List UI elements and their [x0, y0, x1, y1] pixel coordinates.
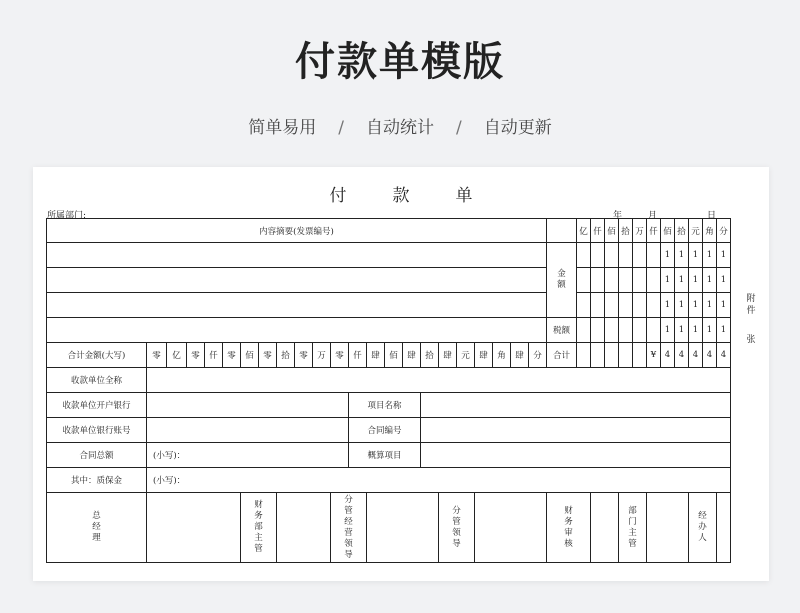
amount-label-text: 金额 — [557, 269, 566, 290]
signature-division-leader — [439, 493, 475, 563]
page-subtitle — [0, 113, 800, 138]
payment-form-sheet — [33, 167, 769, 581]
signature-space[interactable] — [277, 493, 331, 563]
digit-cell[interactable]: 1 — [703, 318, 717, 343]
total-digit-cell: 4 — [675, 343, 689, 368]
digit-cell[interactable]: 1 — [675, 318, 689, 343]
digit-cell[interactable] — [577, 268, 591, 293]
contract-no-label: 合同编号 — [349, 418, 421, 443]
digit-cell[interactable]: 1 — [717, 318, 731, 343]
digit-cell[interactable]: 1 — [661, 293, 675, 318]
total-upper-cell: 零 — [223, 343, 241, 368]
digit-cell[interactable]: 1 — [703, 243, 717, 268]
signature-space[interactable] — [475, 493, 547, 563]
total-upper-cell: 亿 — [167, 343, 187, 368]
signature-space[interactable] — [147, 493, 241, 563]
total-digit-cell — [591, 343, 605, 368]
signature-finance-head-text: 财务部主管 — [254, 500, 263, 554]
total-upper-cell: 肆 — [511, 343, 529, 368]
total-upper-cell: 仟 — [205, 343, 223, 368]
digit-cell[interactable] — [577, 293, 591, 318]
digit-cell[interactable] — [633, 293, 647, 318]
total-digit-cell — [605, 343, 619, 368]
digit-cell[interactable] — [633, 243, 647, 268]
digit-cell[interactable] — [591, 318, 605, 343]
total-upper-cell: 肆 — [403, 343, 421, 368]
digit-cell[interactable] — [591, 293, 605, 318]
digit-cell[interactable]: 1 — [675, 243, 689, 268]
unit-header: 仟 — [591, 219, 605, 243]
signature-business-leader-text: 分管经营领导 — [344, 494, 353, 560]
signature-dept-head-text: 部门主管 — [628, 505, 637, 549]
digit-cell[interactable] — [633, 318, 647, 343]
signature-space[interactable] — [647, 493, 689, 563]
total-upper-cell: 拾 — [277, 343, 295, 368]
digit-cell[interactable]: 1 — [689, 268, 703, 293]
unit-header: 分 — [717, 219, 731, 243]
digit-cell[interactable]: 1 — [717, 268, 731, 293]
digit-cell[interactable] — [591, 243, 605, 268]
contract-total-label: 合同总额 — [47, 443, 147, 468]
summary-input[interactable] — [47, 268, 547, 293]
total-digit-cell — [577, 343, 591, 368]
total-upper-cell: 肆 — [367, 343, 385, 368]
signature-space[interactable] — [717, 493, 731, 563]
digit-cell[interactable] — [591, 268, 605, 293]
total-digit-cell — [633, 343, 647, 368]
budget-item-input[interactable] — [421, 443, 731, 468]
total-upper-cell: 零 — [147, 343, 167, 368]
signature-handler — [689, 493, 717, 563]
subtitle-separator: / — [338, 118, 344, 138]
signature-general-manager — [47, 493, 147, 563]
subtitle-item: 自动统计 — [366, 118, 434, 138]
digit-cell[interactable]: 1 — [703, 268, 717, 293]
total-digit-cell: 4 — [703, 343, 717, 368]
unit-header: 仟 — [647, 219, 661, 243]
total-digit-cell: 4 — [717, 343, 731, 368]
total-digit-cell: 4 — [661, 343, 675, 368]
tax-label: 税额 — [547, 318, 577, 343]
total-upper-cell: 佰 — [385, 343, 403, 368]
signature-finance-head — [241, 493, 277, 563]
total-upper-cell: 肆 — [439, 343, 457, 368]
total-upper-cell: 零 — [259, 343, 277, 368]
summary-input[interactable] — [47, 293, 547, 318]
attachment-label: 附件 — [746, 294, 756, 316]
label-column-blank — [547, 219, 577, 243]
signature-dept-head — [619, 493, 647, 563]
page-title: 付款单模版 — [295, 39, 505, 85]
total-digit-cell: 4 — [689, 343, 703, 368]
digit-cell[interactable] — [605, 293, 619, 318]
total-upper-cell: 零 — [331, 343, 349, 368]
signature-finance-review — [547, 493, 591, 563]
digit-cell[interactable] — [633, 268, 647, 293]
dept-label: 所属部门: — [47, 211, 87, 221]
digit-cell[interactable] — [605, 243, 619, 268]
total-upper-cell: 佰 — [241, 343, 259, 368]
budget-item-label: 概算项目 — [349, 443, 421, 468]
payee-name-input[interactable] — [147, 368, 731, 393]
payee-name-label: 收款单位全称 — [47, 368, 147, 393]
deposit-label: 其中：质保金 — [47, 468, 147, 493]
digit-cell[interactable]: 1 — [661, 268, 675, 293]
subtitle-separator: / — [456, 118, 462, 138]
project-name-input[interactable] — [421, 393, 731, 418]
project-name-label: 项目名称 — [349, 393, 421, 418]
deposit-input[interactable]: (小写)： — [147, 468, 731, 493]
digit-cell[interactable] — [577, 243, 591, 268]
digit-cell[interactable] — [647, 243, 661, 268]
total-upper-cell: 元 — [457, 343, 475, 368]
total-upper-cell: 分 — [529, 343, 547, 368]
unit-header: 佰 — [661, 219, 675, 243]
unit-header: 万 — [633, 219, 647, 243]
subtitle-item: 简单易用 — [248, 118, 317, 138]
summary-header: 内容摘要(发票编号) — [47, 219, 547, 243]
digit-cell[interactable]: 1 — [717, 293, 731, 318]
digit-cell[interactable] — [619, 293, 633, 318]
digit-cell[interactable]: 1 — [689, 293, 703, 318]
total-upper-cell: 零 — [187, 343, 205, 368]
digit-cell[interactable] — [605, 318, 619, 343]
signature-finance-review-text: 财务审核 — [564, 505, 573, 549]
payee-account-label: 收款单位银行账号 — [47, 418, 147, 443]
total-upper-cell: 角 — [493, 343, 511, 368]
total-upper-cell: 万 — [313, 343, 331, 368]
total-upper-cell: 零 — [295, 343, 313, 368]
total-label: 合计 — [547, 343, 577, 368]
payment-table — [46, 218, 731, 563]
signature-division-leader-text: 分管领导 — [452, 505, 461, 549]
digit-cell[interactable]: 1 — [661, 318, 675, 343]
signature-space[interactable] — [591, 493, 619, 563]
digit-cell[interactable] — [647, 293, 661, 318]
total-digit-cell: ¥ — [647, 343, 661, 368]
digit-cell[interactable]: 1 — [689, 318, 703, 343]
digit-cell[interactable]: 1 — [703, 293, 717, 318]
unit-header: 拾 — [675, 219, 689, 243]
payee-bank-label: 收款单位开户银行 — [47, 393, 147, 418]
signature-general-manager-text: 总经理 — [92, 511, 101, 543]
digit-cell[interactable] — [619, 268, 633, 293]
digit-cell[interactable]: 1 — [675, 293, 689, 318]
digit-cell[interactable]: 1 — [717, 243, 731, 268]
form-title: 付款单 — [329, 186, 519, 206]
attachment-unit: 张 — [746, 335, 756, 345]
contract-total-input[interactable]: (小写)： — [147, 443, 349, 468]
month-label: 月 — [648, 211, 658, 221]
signature-space[interactable] — [367, 493, 439, 563]
year-label: 年 — [613, 211, 623, 221]
digit-cell[interactable]: 1 — [689, 243, 703, 268]
digit-cell[interactable] — [605, 268, 619, 293]
digit-cell[interactable]: 1 — [675, 268, 689, 293]
unit-header: 拾 — [619, 219, 633, 243]
total-upper-cell: 肆 — [475, 343, 493, 368]
day-label: 日 — [707, 211, 717, 221]
unit-header: 亿 — [577, 219, 591, 243]
summary-input[interactable] — [47, 318, 547, 343]
digit-cell[interactable] — [619, 318, 633, 343]
total-upper-cell: 仟 — [349, 343, 367, 368]
unit-header: 角 — [703, 219, 717, 243]
payee-account-input[interactable] — [147, 418, 349, 443]
contract-no-input[interactable] — [421, 418, 731, 443]
total-digit-cell — [619, 343, 633, 368]
summary-input[interactable] — [47, 243, 547, 268]
signature-business-leader — [331, 493, 367, 563]
digit-cell[interactable] — [647, 268, 661, 293]
subtitle-item: 自动更新 — [483, 118, 552, 138]
digit-cell[interactable]: 1 — [661, 243, 675, 268]
unit-header: 元 — [689, 219, 703, 243]
unit-header: 佰 — [605, 219, 619, 243]
amount-label — [547, 243, 577, 318]
payee-bank-input[interactable] — [147, 393, 349, 418]
digit-cell[interactable] — [577, 318, 591, 343]
total-upper-label: 合计金额(大写) — [47, 343, 147, 368]
digit-cell[interactable] — [619, 243, 633, 268]
digit-cell[interactable] — [647, 318, 661, 343]
signature-handler-text: 经办人 — [698, 511, 707, 543]
total-upper-cell: 拾 — [421, 343, 439, 368]
